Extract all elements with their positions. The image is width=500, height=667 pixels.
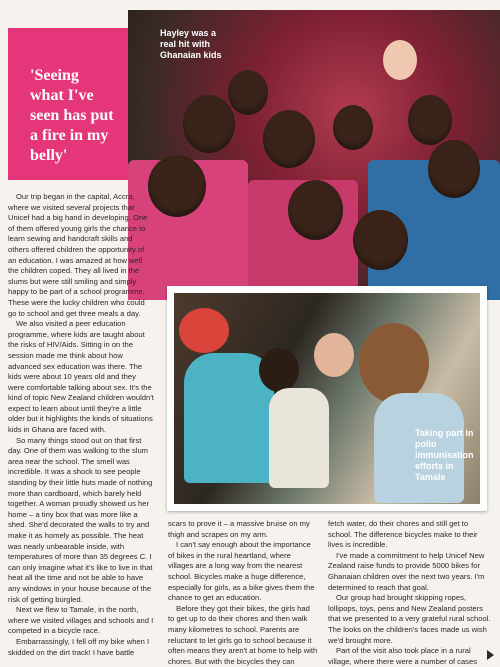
photo-detail	[228, 70, 268, 115]
photo-detail	[314, 333, 354, 377]
paragraph: We also visited a peer education programme, where kids are taught about the risks of HIV/Aids. Sitting in on the session made me think about how advanced sex education was there. The kids were about 10 years old and they were comfortable talking about sex. It's the kind of topic New Zealand children wouldn't expect to learn about until they're a little older but it highlights the kinds of situations kids in Ghana are faced with.	[8, 319, 154, 435]
paragraph: scars to prove it – a massive bruise on my thigh and scrapes on my arm.	[168, 519, 310, 539]
paragraph: Embarrassingly, I fell off my bike when I skidded on the dirt track! I have battle	[8, 636, 150, 657]
paragraph: Our group had brought skipping ropes, lollipops, toys, pens and New Zealand posters that we presented to a very grateful rural school. The looks on the children's faces made us wish we'd brought more.	[328, 593, 491, 645]
pull-quote-box	[8, 28, 128, 180]
photo-detail	[359, 323, 429, 403]
paragraph: I can't say enough about the importance of bikes in the rural heartland, where villages are a long way from the nearest school. Bicycles make a huge difference, especially for girls, as a bike gives them the chance to get an education.	[168, 540, 315, 603]
paragraph: Next we flew to Tamale, in the north, where we visited villages and schools and I competed in a bicycle race.	[8, 605, 154, 636]
photo-caption: Taking part in polio immunisation efforts in Tamale	[415, 428, 474, 482]
article-column-1	[8, 192, 154, 658]
photo-detail	[383, 40, 417, 80]
photo-detail	[408, 95, 452, 145]
paragraph: Our trip began in the capital, Accra, where we visited several projects that Unicef had a big hand in developing. One of them offered young girls the chance to learn sewing and handcraft skills and others offered children the opportunity of an education. I was amazed at how well the children coped. They all lived in the slums but were still smiling and simply happy to be part of a school programme. These were the lucky children who could go to school and get three meals a day.	[8, 192, 148, 318]
photo-detail	[259, 348, 299, 392]
photo-caption: Hayley was a real hit with Ghanaian kids	[160, 28, 222, 60]
photo-polio-immunisation	[167, 286, 487, 511]
pull-quote: 'Seeing what I've seen has put a fire in my belly'	[30, 67, 114, 164]
photo-detail	[183, 95, 235, 153]
photo-detail	[333, 105, 373, 150]
paragraph: I've made a commitment to help Unicef New Zealand raise funds to provide 5000 bikes for Ghanaian children over the next two years. I'm determined to reach that goal.	[328, 550, 485, 592]
photo-detail	[263, 110, 315, 168]
paragraph: Part of the visit also took place in a rural village, where there were a number of cases	[328, 646, 477, 666]
article-column-3	[328, 519, 492, 667]
photo-detail	[148, 155, 206, 217]
paragraph: So many things stood out on that first day. One of them was walking to the slum area near the school. The smell was incredible. It was a shock to see people standing by their little huts made of nothing more than cardboard, which barely held together. A woman proudly showed us her home – a tiny box that was more like a shed. She'd decorated the walls to try and make it as homely as possible. The heat was nearly unbearable inside, with temperatures of more than 35 degrees C. I can only imagine what it's like to live in that heat all the time and not be able to have any windows in your house because of the risk of getting burgled.	[8, 435, 153, 604]
photo-ghanaian-children	[128, 10, 500, 300]
paragraph: fetch water, do their chores and still get to school. The difference bicycles make to their lives is incredible.	[328, 519, 478, 550]
paragraph: Before they got their bikes, the girls had to get up to do their chores and then walk many kilometres to school. Parents are reluctant to let girls go to school because it often means they aren't at home to help with chores. But with the bicycles they can	[168, 603, 318, 666]
continue-arrow-icon	[487, 650, 494, 660]
article-column-2	[168, 519, 318, 667]
photo-detail	[428, 140, 480, 198]
photo-detail	[269, 388, 329, 488]
photo-detail	[353, 210, 408, 270]
photo-detail	[288, 180, 343, 240]
photo-detail	[179, 308, 229, 353]
